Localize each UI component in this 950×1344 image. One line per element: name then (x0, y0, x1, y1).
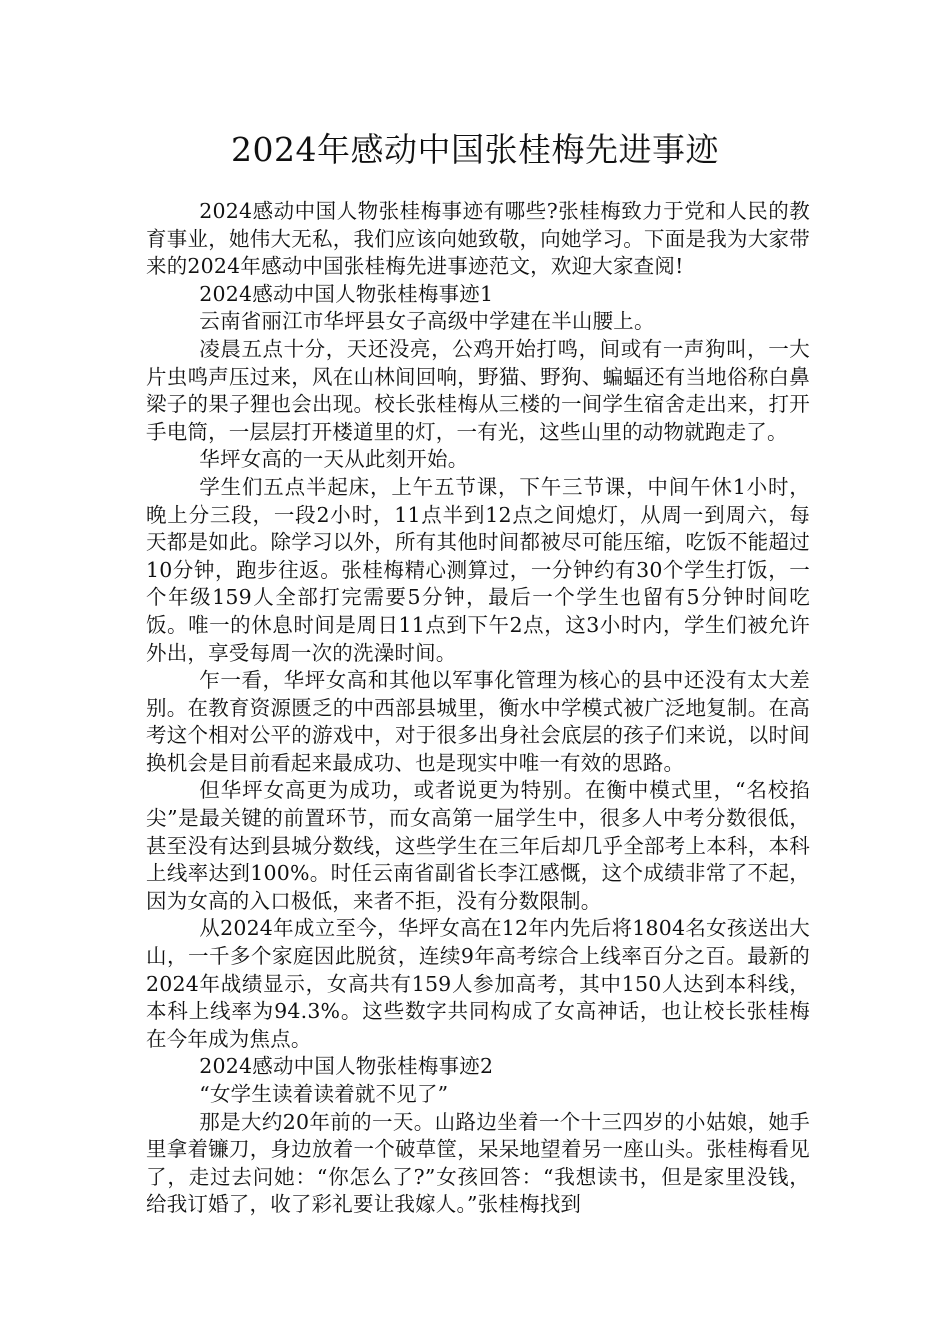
section-heading-2: 2024感动中国人物张桂梅事迹2 (199, 1054, 494, 1079)
section-heading-1: 2024感动中国人物张桂梅事迹1 (199, 281, 494, 306)
body-paragraph: 云南省丽江市华坪县女子高级中学建在半山腰上。 (199, 309, 655, 334)
body-paragraph: 那是大约20年前的一天。山路边坐着一个十三四岁的小姑娘，她手里拿着镰刀，身边放着一个破草筐，呆呆地望着另一座山头。张桂梅看见了，走过去问她：“你怎么了?”女孩回答：“我想读书，但是家里没钱，给我订婚了，收了彩礼要让我嫁人。”张桂梅找到 (146, 1109, 810, 1217)
document-title: 2024年感动中国张桂梅先进事迹 (231, 130, 719, 169)
body-paragraph: 凌晨五点十分，天还没亮，公鸡开始打鸣，间或有一声狗叫，一大片虫鸣声压过来，风在山林间回响，野猫、野狗、蝙蝠还有当地俗称白鼻梁子的果子狸也会出现。校长张桂梅从三楼的一间学生宿舍走出来，打开手电筒，一层层打开楼道里的灯，一有光，这些山里的动物就跑走了。 (146, 336, 810, 444)
quote-subheading: “女学生读着读着就不见了” (199, 1082, 449, 1106)
body-paragraph: 乍一看，华坪女高和其他以军事化管理为核心的县中还没有太大差别。在教育资源匮乏的中西部县城里，衡水中学模式被广泛地复制。在高考这个相对公平的游戏中，对于很多出身社会底层的孩子们来说，以时间换机会是目前看起来最成功、也是现实中唯一有效的思路。 (146, 668, 810, 775)
body-paragraph: 但华坪女高更为成功，或者说更为特别。在衡中模式里，“名校掐尖”是最关键的前置环节，而女高第一届学生中，很多人中考分数很低，甚至没有达到县城分数线，这些学生在三年后却几乎全部考上本科，本科上线率达到100%。时任云南省副省长李江感慨，这个成绩非常了不起，因为女高的入口极低，来者不拒，没有分数限制。 (146, 778, 810, 913)
body-paragraph: 华坪女高的一天从此刻开始。 (199, 447, 469, 472)
body-paragraph: 从2024年成立至今，华坪女高在12年内先后将1804名女孩送出大山，一千多个家庭因此脱贫，连续9年高考综合上线率百分之百。最新的2024年战绩显示，女高共有159人参加高考，其中150人达到本科线，本科上线率为94.3%。这些数字共同构成了女高神话，也让校长张桂梅在今年成为焦点。 (146, 916, 810, 1051)
intro-paragraph: 2024感动中国人物张桂梅事迹有哪些?张桂梅致力于党和人民的教育事业，她伟大无私，我们应该向她致敬，向她学习。下面是我为大家带来的2024年感动中国张桂梅先进事迹范文，欢迎大家查阅! (146, 199, 810, 279)
body-paragraph: 学生们五点半起床，上午五节课，下午三节课，中间午休1小时，晚上分三段，一段2小时，11点半到12点之间熄灯，从周一到周六，每天都是如此。除学习以外，所有其他时间都被尽可能压缩，吃饭不能超过10分钟，跑步往返。张桂梅精心测算过，一分钟约有30个学生打饭，一个年级159人全部打完需要5分钟，最后一个学生也留有5分钟时间吃饭。唯一的休息时间是周日11点到下午2点，这3小时内，学生们被允许外出，享受每周一次的洗澡时间。 (146, 474, 810, 665)
document-body (146, 198, 810, 1219)
